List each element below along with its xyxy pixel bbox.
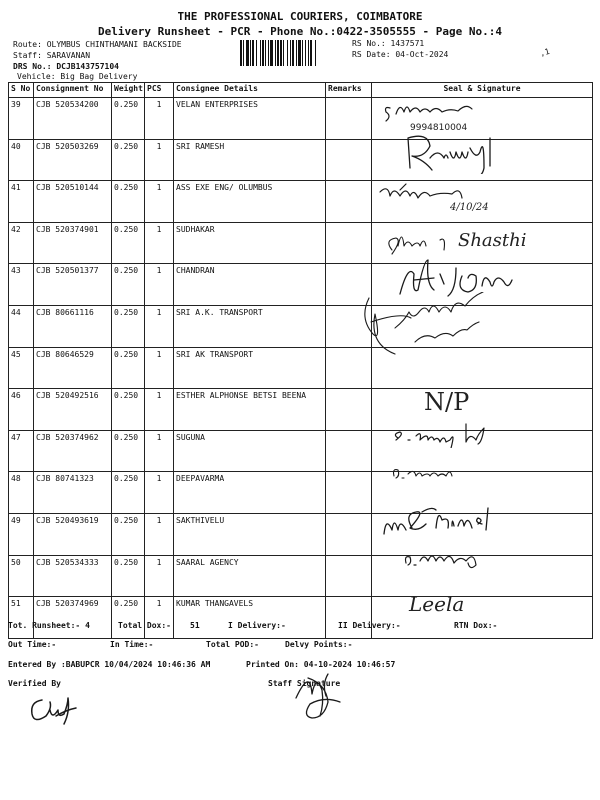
col-consignment: Consignment No <box>34 83 112 98</box>
signature-row-42 <box>380 220 580 260</box>
barcode-bar <box>305 40 306 66</box>
in-time: In Time:- <box>110 640 154 649</box>
cell-consignment: CJB 520534333 <box>34 555 112 597</box>
barcode <box>240 40 342 66</box>
cell-remarks <box>326 98 372 140</box>
barcode-bar <box>265 40 266 66</box>
cell-pcs: 1 <box>145 264 174 306</box>
tot-runsheet: Tot. Runsheet:- 4 <box>8 621 90 630</box>
cell-weight: 0.250 <box>112 513 145 555</box>
barcode-bar <box>296 40 297 66</box>
total-dox-label: Total Dox:- <box>118 621 171 630</box>
barcode-bar <box>298 40 301 66</box>
verified-by: Verified By <box>8 679 61 688</box>
delvy-points: Delvy Points:- <box>285 640 353 649</box>
drs-number: DRS No.: DCJB143757104 <box>13 62 119 71</box>
out-time: Out Time:- <box>8 640 57 649</box>
cell-weight: 0.250 <box>112 181 145 223</box>
cell-consignment: CJB 80646529 <box>34 347 112 389</box>
cell-consignment: CJB 520374962 <box>34 430 112 472</box>
cell-sno: 42 <box>9 222 34 264</box>
cell-sno: 43 <box>9 264 34 306</box>
cell-sno: 45 <box>9 347 34 389</box>
barcode-bar <box>250 40 251 66</box>
cell-sno: 47 <box>9 430 34 472</box>
cell-weight: 0.250 <box>112 472 145 514</box>
cell-consignment: CJB 80661116 <box>34 305 112 347</box>
company-title: THE PROFESSIONAL COURIERS, COIMBATORE <box>177 10 423 23</box>
svg-text:4/10/24: 4/10/24 <box>450 202 489 213</box>
cell-consignment: CJB 520493619 <box>34 513 112 555</box>
signature-row-46 <box>420 380 480 420</box>
barcode-bar <box>256 40 257 66</box>
vehicle-label: Vehicle: Big Bag Delivery <box>17 72 138 81</box>
cell-remarks <box>326 139 372 181</box>
cell-pcs: 1 <box>145 430 174 472</box>
rs-date: RS Date: 04-Oct-2024 <box>352 50 449 59</box>
svg-text:N/P: N/P <box>424 388 470 416</box>
cell-pcs: 1 <box>145 597 174 639</box>
cell-weight: 0.250 <box>112 389 145 431</box>
cell-consignee: SUGUNA <box>174 430 326 472</box>
printed-on: Printed On: 04-10-2024 10:46:57 <box>246 660 396 669</box>
barcode-bar <box>268 40 269 66</box>
barcode-bar <box>243 40 244 66</box>
col-weight: Weight <box>112 83 145 98</box>
cell-consignee: SRI RAMESH <box>174 139 326 181</box>
staff-signature-label: Staff Signature <box>268 679 341 688</box>
cell-remarks <box>326 597 372 639</box>
cell-consignee: VELAN ENTERPRISES <box>174 98 326 140</box>
cell-weight: 0.250 <box>112 555 145 597</box>
cell-consignee: SAKTHIVELU <box>174 513 326 555</box>
cell-weight: 0.250 <box>112 597 145 639</box>
barcode-bar <box>270 40 273 66</box>
route-label: Route: OLYMBUS CHINTHAMANI BACKSIDE <box>13 40 182 49</box>
cell-pcs: 1 <box>145 139 174 181</box>
cell-weight: 0.250 <box>112 347 145 389</box>
cell-pcs: 1 <box>145 472 174 514</box>
cell-consignment: CJB 80741323 <box>34 472 112 514</box>
rtn-dox: RTN Dox:- <box>454 621 498 630</box>
barcode-bar <box>308 40 309 66</box>
cell-consignee: CHANDRAN <box>174 264 326 306</box>
runsheet-subtitle: Delivery Runsheet - PCR - Phone No.:0422-3505555 - Page No.:4 <box>98 25 502 38</box>
cell-sno: 40 <box>9 139 34 181</box>
barcode-bar <box>252 40 254 66</box>
cell-sno: 39 <box>9 98 34 140</box>
cell-remarks <box>326 222 372 264</box>
barcode-bar <box>275 40 276 66</box>
cell-consignment: CJB 520503269 <box>34 139 112 181</box>
cell-sno: 48 <box>9 472 34 514</box>
svg-text:Shasthi: Shasthi <box>458 230 527 251</box>
cell-remarks <box>326 472 372 514</box>
cell-remarks <box>326 513 372 555</box>
cell-remarks <box>326 181 372 223</box>
cell-consignee: SRI A.K. TRANSPORT <box>174 305 326 347</box>
cell-consignment: CJB 520374969 <box>34 597 112 639</box>
staff-label: Staff: SARAVANAN <box>13 51 91 60</box>
cell-sno: 46 <box>9 389 34 431</box>
col-consignee: Consignee Details <box>174 83 326 98</box>
signature-row-48 <box>388 460 488 484</box>
signature-row-47 <box>390 418 510 448</box>
col-seal-signature: Seal & Signature <box>372 83 593 98</box>
barcode-bar <box>260 40 261 66</box>
cell-sno: 41 <box>9 181 34 223</box>
i-delivery: I Delivery:- <box>228 621 286 630</box>
barcode-bar <box>283 40 284 66</box>
col-remarks: Remarks <box>326 83 372 98</box>
barcode-bar <box>290 40 291 66</box>
signature-row-44-45 <box>355 292 535 372</box>
cell-consignee: SRI AK TRANSPORT <box>174 347 326 389</box>
signature-row-49 <box>378 498 528 542</box>
cell-weight: 0.250 <box>112 305 145 347</box>
cell-sno: 44 <box>9 305 34 347</box>
cell-weight: 0.250 <box>112 430 145 472</box>
signature-row-40 <box>400 128 520 174</box>
col-sno: S No <box>9 83 34 98</box>
cell-remarks <box>326 430 372 472</box>
verifier-signature <box>26 688 96 728</box>
barcode-bar <box>246 40 249 66</box>
cell-pcs: 1 <box>145 98 174 140</box>
cell-consignment: CJB 520492516 <box>34 389 112 431</box>
total-dox-value: 51 <box>190 621 200 630</box>
cell-pcs: 1 <box>145 305 174 347</box>
cell-sno: 49 <box>9 513 34 555</box>
barcode-bar <box>280 40 282 66</box>
barcode-bar <box>287 40 288 66</box>
pen-mark: ,1 <box>538 46 551 59</box>
cell-weight: 0.250 <box>112 139 145 181</box>
cell-consignee: KUMAR THANGAVELS <box>174 597 326 639</box>
barcode-bar <box>240 40 242 66</box>
cell-weight: 0.250 <box>112 222 145 264</box>
svg-text:Leela: Leela <box>409 592 465 616</box>
cell-sno: 51 <box>9 597 34 639</box>
cell-consignment: CJB 520510144 <box>34 181 112 223</box>
cell-consignee: SUDHAKAR <box>174 222 326 264</box>
cell-weight: 0.250 <box>112 98 145 140</box>
cell-consignee: ASS EXE ENG/ OLUMBUS <box>174 181 326 223</box>
barcode-bar <box>277 40 279 66</box>
cell-sno: 50 <box>9 555 34 597</box>
barcode-bar <box>262 40 264 66</box>
cell-pcs: 1 <box>145 555 174 597</box>
cell-pcs: 1 <box>145 389 174 431</box>
cell-weight: 0.250 <box>112 264 145 306</box>
signature-row-50 <box>400 545 500 573</box>
cell-remarks <box>326 389 372 431</box>
barcode-bar <box>292 40 294 66</box>
entered-by: Entered By :BABUPCR 10/04/2024 10:46:36 AM <box>8 660 211 669</box>
signature-row-51 <box>405 585 525 621</box>
cell-consignment: CJB 520374901 <box>34 222 112 264</box>
signature-row-41 <box>370 178 530 214</box>
cell-pcs: 1 <box>145 181 174 223</box>
cell-pcs: 1 <box>145 222 174 264</box>
cell-consignee: SAARAL AGENCY <box>174 555 326 597</box>
staff-signature <box>288 668 358 732</box>
barcode-bar <box>315 40 316 66</box>
total-pod: Total POD:- <box>206 640 259 649</box>
cell-remarks <box>326 555 372 597</box>
svg-text:9994810004: 9994810004 <box>410 123 468 133</box>
col-pcs: PCS <box>145 83 174 98</box>
ii-delivery: II Delivery:- <box>338 621 401 630</box>
cell-consignment: CJB 520534200 <box>34 98 112 140</box>
barcode-bar <box>302 40 303 66</box>
cell-pcs: 1 <box>145 513 174 555</box>
rs-number: RS No.: 1437571 <box>352 39 425 48</box>
cell-consignee: DEEPAVARMA <box>174 472 326 514</box>
barcode-bar <box>310 40 312 66</box>
cell-consignment: CJB 520501377 <box>34 264 112 306</box>
cell-consignee: ESTHER ALPHONSE BETSI BEENA <box>174 389 326 431</box>
cell-pcs: 1 <box>145 347 174 389</box>
